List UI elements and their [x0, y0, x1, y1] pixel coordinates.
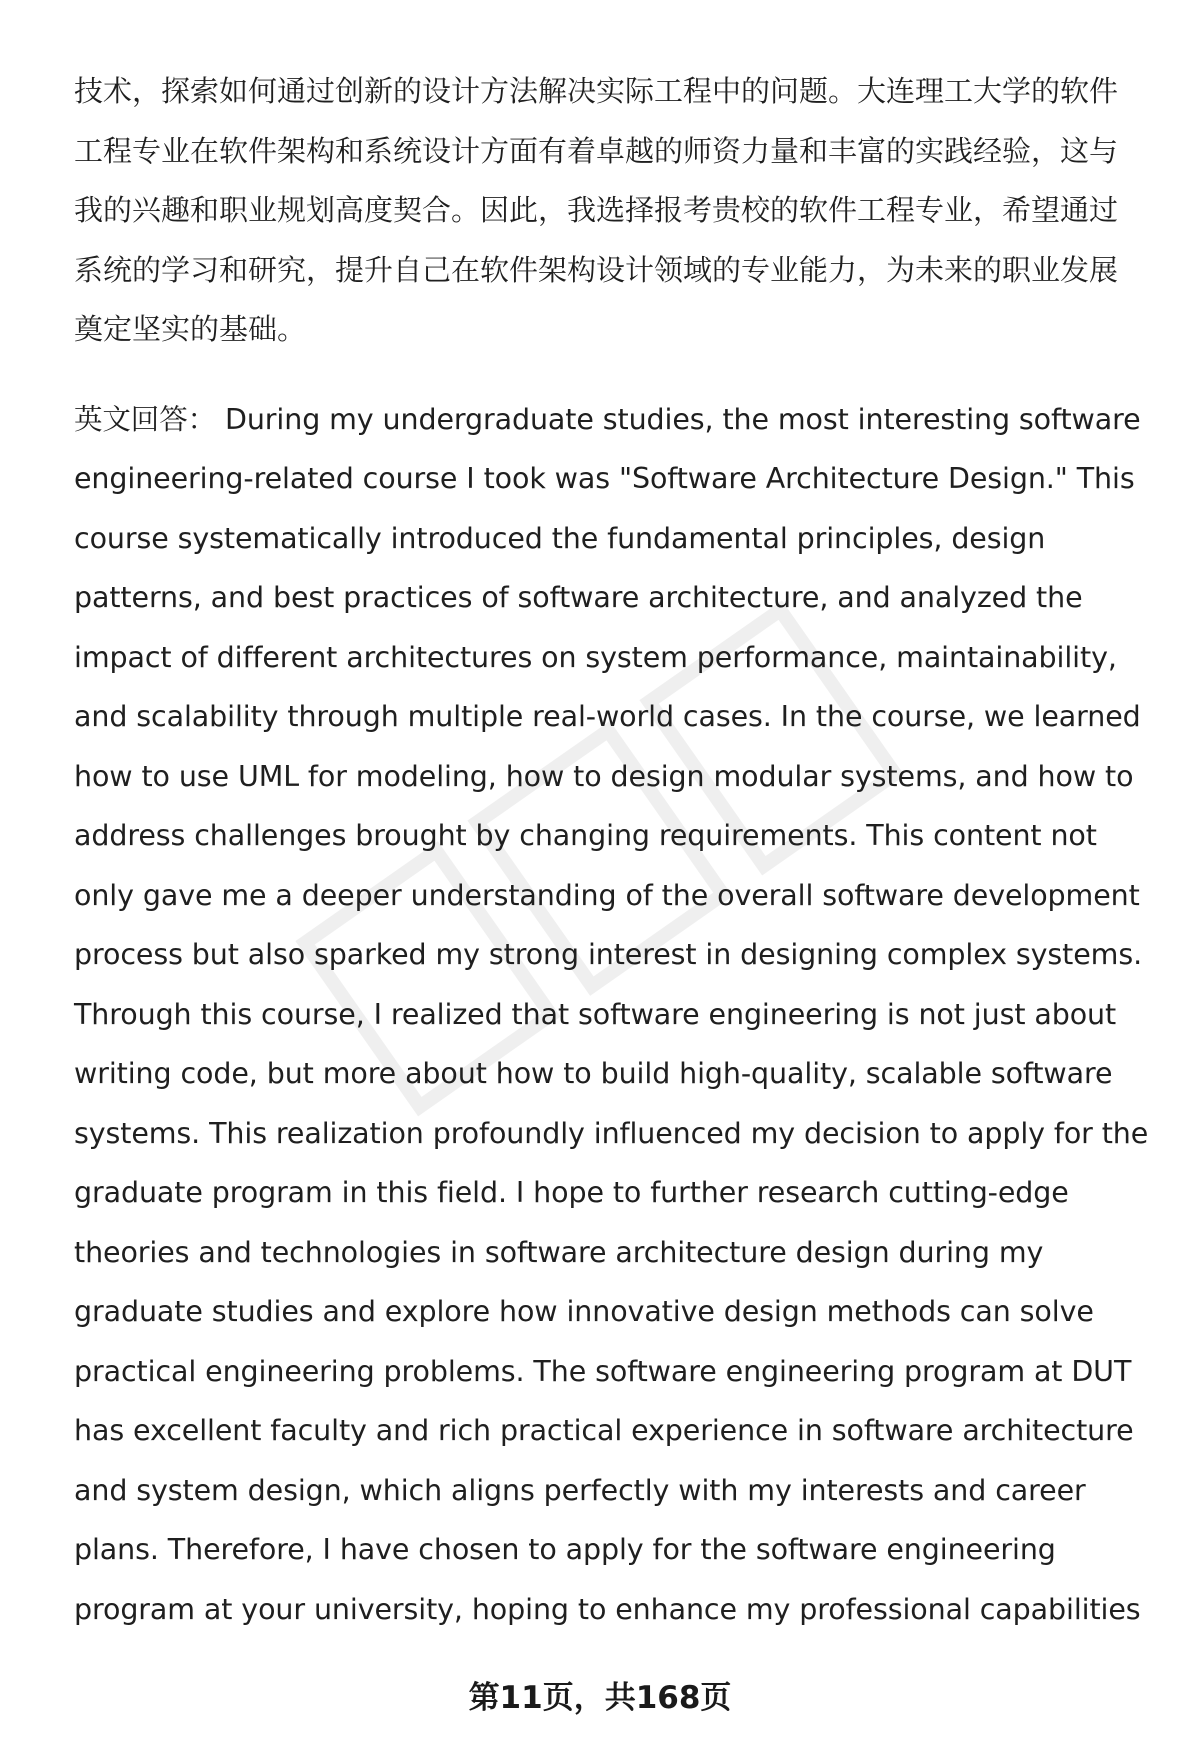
text-line: 系统的学习和研究，提升自己在软件架构设计领域的专业能力，为未来的职业发展 — [74, 252, 1119, 287]
text-line: Through this course, I realized that software engineering is not just about — [74, 997, 1117, 1031]
text-line: and system design, which aligns perfectly with my interests and career — [74, 1473, 1086, 1507]
text-line: 技术，探索如何通过创新的设计方法解决实际工程中的问题。大连理工大学的软件 — [74, 74, 1119, 108]
text-line: patterns, and best practices of software architecture, and analyzed the — [74, 581, 1083, 614]
text-line: practical engineering problems. The software engineering program at DUT — [74, 1354, 1132, 1388]
text-line: address challenges brought by changing requirements. This content not — [74, 819, 1097, 852]
text-line: plans. Therefore, I have chosen to apply for the software engineering — [74, 1533, 1056, 1566]
chinese-answer-paragraph — [74, 62, 1154, 360]
text-line: how to use UML for modeling, how to design modular systems, and how to — [74, 759, 1134, 793]
text-line: process but also sparked my strong interest in designing complex systems. — [74, 938, 1143, 971]
text-line: graduate program in this field. I hope to further research cutting-edge — [74, 1176, 1069, 1209]
text-line: systems. This realization profoundly influenced my decision to apply for the — [74, 1116, 1149, 1150]
text-line: 奠定坚实的基础。 — [74, 312, 307, 346]
text-line: theories and technologies in software architecture design during my — [74, 1235, 1044, 1269]
text-line: has excellent faculty and rich practical experience in software architecture — [74, 1414, 1134, 1447]
text-line-content: During my undergraduate studies, the most interesting software — [224, 402, 1141, 436]
text-line: 工程专业在软件架构和系统设计方面有着卓越的师资力量和丰富的实践经验，这与 — [74, 133, 1119, 168]
text-line: writing code, but more about how to build high-quality, scalable software — [74, 1057, 1113, 1090]
english-answer-label: 英文回答： — [74, 402, 217, 436]
content-area — [74, 62, 1154, 1639]
text-line — [74, 390, 1154, 450]
text-line: graduate studies and explore how innovative design methods can solve — [74, 1295, 1094, 1328]
text-line: and scalability through multiple real-world cases. In the course, we learned — [74, 700, 1141, 733]
text-line: program at your university, hoping to enhance my professional capabilities — [74, 1592, 1141, 1626]
page-number: 第11页，共168页 — [468, 1680, 732, 1716]
text-line: 我的兴趣和职业规划高度契合。因此，我选择报考贵校的软件工程专业，希望通过 — [74, 193, 1119, 227]
text-line: only gave me a deeper understanding of the overall software development — [74, 878, 1140, 912]
text-line: course systematically introduced the fundamental principles, design — [74, 521, 1046, 555]
text-line: engineering-related course I took was "Software Architecture Design." This — [74, 462, 1135, 495]
english-answer-paragraph — [74, 390, 1154, 1640]
text-line: impact of different architectures on system performance, maintainability, — [74, 640, 1117, 674]
